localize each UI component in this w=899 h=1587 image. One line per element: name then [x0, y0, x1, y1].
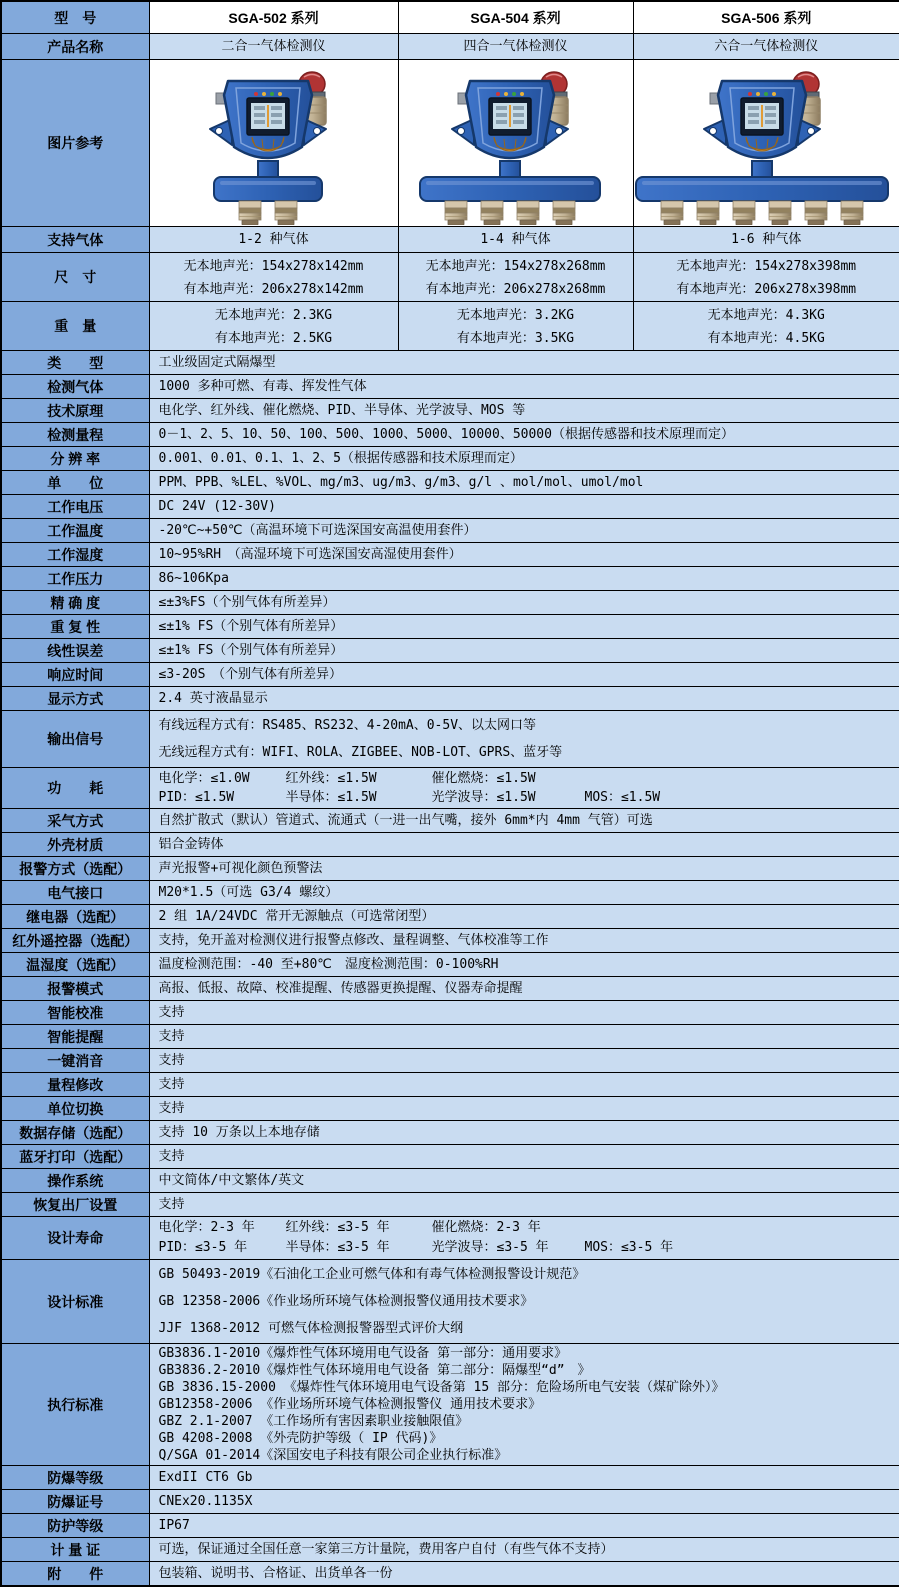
value-cell-humidity [149, 543, 899, 567]
detector-2-sensors-image [179, 65, 369, 225]
spec-row-smart-remind [1, 1025, 899, 1049]
value-cell-weight-model2 [398, 302, 633, 351]
value-line: 自然扩散式（默认）管道式、流通式（一进一出气嘴，接外 6mm*内 4mm 气管）可选 [151, 810, 899, 831]
value-line: 工业级固定式隔爆型 [151, 352, 899, 373]
value-line: 有本地声光：206x278x268mm [400, 277, 632, 300]
value-line: 1-6 种气体 [635, 228, 899, 251]
value-line: DC 24V (12-30V) [151, 496, 899, 517]
value-line: M20*1.5（可选 G3/4 螺纹） [151, 882, 899, 903]
value-line: 温度检测范围：-40 至+80℃ 湿度检测范围：0-100%RH [151, 954, 899, 975]
value-line: GB 50493-2019《石油化工企业可燃气体和有毒气体检测报警设计规范》 [151, 1261, 899, 1288]
value-cell-smart-cal [149, 1001, 899, 1025]
value-line: 六合一气体检测仪 [635, 35, 899, 58]
value-cell-ir-remote-opt [149, 929, 899, 953]
spec-row-display [1, 687, 899, 711]
value-line: PPM、PPB、%LEL、%VOL、mg/m3、ug/m3、g/m3、g/l 、mol/mol、umol/mol [151, 472, 899, 493]
value-line: 0.001、0.01、0.1、1、2、5（根据传感器和技术原理而定） [151, 448, 899, 469]
value-cell-bt-print-opt [149, 1145, 899, 1169]
spec-row-temp-humidity-opt [1, 953, 899, 977]
value-line: SGA-504 系列 [399, 6, 633, 29]
row-label-image: 图片参考 [1, 60, 149, 227]
row-label-accessories: 附 件 [1, 1562, 149, 1587]
value-cell-product-name-model1 [149, 34, 398, 60]
value-line: SGA-506 系列 [634, 6, 899, 29]
value-cell-accuracy [149, 591, 899, 615]
value-line: SGA-502 系列 [150, 6, 398, 29]
detector-head [458, 81, 554, 158]
value-line: 无线远程方式有：WIFI、ROLA、ZIGBEE、NOB-LOT、GPRS、蓝牙等 [151, 739, 899, 766]
value-cell-gases-model3 [633, 227, 899, 253]
value-segment: 光学波导：≤3-5 年 [432, 1241, 585, 1255]
value-cell-alarm-mode-opt [149, 857, 899, 881]
spec-row-unit [1, 471, 899, 495]
spec-row-os [1, 1169, 899, 1193]
value-line: 10~95%RH （高湿环境下可选深国安高湿使用套件） [151, 544, 899, 565]
value-cell-electrical-port [149, 881, 899, 905]
value-cell-gases-model2 [398, 227, 633, 253]
value-line: 0－1、2、5、10、50、100、500、1000、5000、10000、50000（根据传感器和技术原理而定） [151, 424, 899, 445]
value-line: ≤3-20S （个别气体有所差异） [151, 664, 899, 685]
row-label-product-name: 产品名称 [1, 34, 149, 60]
row-label-data-storage-opt: 数据存储（选配） [1, 1121, 149, 1145]
value-line: 有本地声光：4.5KG [635, 326, 899, 349]
value-line: 86~106Kpa [151, 568, 899, 589]
sensor-manifold [420, 161, 600, 201]
row-label-accuracy: 精 确 度 [1, 591, 149, 615]
value-line: 声光报警+可视化颜色预警法 [151, 858, 899, 879]
spec-row-exproof-grade [1, 1466, 899, 1490]
spec-row-tech [1, 399, 899, 423]
spec-row-gases [1, 227, 899, 253]
row-label-alarm-mode-opt: 报警方式（选配） [1, 857, 149, 881]
row-label-exproof-grade: 防爆等级 [1, 1466, 149, 1490]
row-label-housing: 外壳材质 [1, 833, 149, 857]
value-line: CNEx20.1135X [151, 1491, 899, 1512]
value-line: JJF 1368-2012 可燃气体检测报警器型式评价大纲 [151, 1315, 899, 1342]
row-label-size: 尺 寸 [1, 253, 149, 302]
spec-row-voltage [1, 495, 899, 519]
value-cell-ip-grade [149, 1514, 899, 1538]
value-line: 支持 [151, 1194, 899, 1215]
row-label-exec-std: 执行标准 [1, 1344, 149, 1466]
spec-row-accessories [1, 1562, 899, 1587]
spec-row-electrical-port [1, 881, 899, 905]
spec-row-model [1, 1, 899, 34]
value-cell-type [149, 351, 899, 375]
sensor-manifold [636, 161, 888, 201]
value-line: 有本地声光：2.5KG [151, 326, 397, 349]
row-label-one-key-mute: 一键消音 [1, 1049, 149, 1073]
spec-row-unit-switch [1, 1097, 899, 1121]
spec-row-housing [1, 833, 899, 857]
row-label-repeatability: 重 复 性 [1, 615, 149, 639]
value-line: 1000 多种可燃、有毒、挥发性气体 [151, 376, 899, 397]
value-line: 无本地声光：154x278x142mm [151, 254, 397, 277]
value-cell-gases-model1 [149, 227, 398, 253]
value-cell-range [149, 423, 899, 447]
value-line: 1-2 种气体 [151, 228, 397, 251]
value-cell-unit-switch [149, 1097, 899, 1121]
spec-row-exec-std [1, 1344, 899, 1466]
value-cell-exproof-grade [149, 1466, 899, 1490]
value-line: ≤±1% FS（个别气体有所差异） [151, 640, 899, 661]
spec-row-one-key-mute [1, 1049, 899, 1073]
sensor-manifold [214, 161, 322, 201]
value-line: 有本地声光：206x278x398mm [635, 277, 899, 300]
value-line: 四合一气体检测仪 [400, 35, 632, 58]
value-line: 支持 [151, 1074, 899, 1095]
value-cell-product-name-model3 [633, 34, 899, 60]
value-cell-accessories [149, 1562, 899, 1587]
value-line: 支持 [151, 1002, 899, 1023]
row-label-unit: 单 位 [1, 471, 149, 495]
value-line: GBZ 2.1-2007 《工作场所有害因素职业接触限值》 [151, 1413, 899, 1430]
value-cell-response [149, 663, 899, 687]
value-cell-weight-model1 [149, 302, 398, 351]
value-line: 无本地声光：154x278x398mm [635, 254, 899, 277]
value-cell-display [149, 687, 899, 711]
spec-row-response [1, 663, 899, 687]
value-segment: 电化学：≤1.0W [159, 772, 286, 785]
row-label-unit-switch: 单位切换 [1, 1097, 149, 1121]
spec-row-ir-remote-opt [1, 929, 899, 953]
spec-row-temp [1, 519, 899, 543]
value-line: 包装箱、说明书、合格证、出货单各一份 [151, 1563, 899, 1584]
row-label-model: 型 号 [1, 1, 149, 34]
row-label-os: 操作系统 [1, 1169, 149, 1193]
value-cell-size-model2 [398, 253, 633, 302]
value-line: 二合一气体检测仪 [151, 35, 397, 58]
row-label-power: 功 耗 [1, 768, 149, 809]
value-cell-linearity [149, 639, 899, 663]
spec-row-relay-opt [1, 905, 899, 929]
value-cell-model-model2 [398, 1, 633, 34]
image-cell-detector-6-sensors [633, 60, 899, 227]
value-line [151, 1218, 899, 1238]
spec-row-metering-cert [1, 1538, 899, 1562]
value-segment: 催化燃烧：2-3 年 [432, 1221, 585, 1235]
spec-row-size [1, 253, 899, 302]
row-label-tech: 技术原理 [1, 399, 149, 423]
row-label-sampling: 采气方式 [1, 809, 149, 833]
value-line: GB3836.1-2010《爆炸性气体环境用电气设备 第一部分：通用要求》 [151, 1345, 899, 1362]
value-cell-pressure [149, 567, 899, 591]
value-segment: 红外线：≤3-5 年 [286, 1221, 432, 1235]
row-label-metering-cert: 计 量 证 [1, 1538, 149, 1562]
value-line: 支持 [151, 1026, 899, 1047]
value-line: 电化学、红外线、催化燃烧、PID、半导体、光学波导、MOS 等 [151, 400, 899, 421]
row-label-voltage: 工作电压 [1, 495, 149, 519]
spec-row-repeatability [1, 615, 899, 639]
row-label-humidity: 工作湿度 [1, 543, 149, 567]
value-segment: 催化燃烧：≤1.5W [432, 772, 585, 785]
detector-6-sensors-image [634, 65, 899, 225]
row-label-detect-gas: 检测气体 [1, 375, 149, 399]
value-cell-smart-remind [149, 1025, 899, 1049]
row-label-resolution: 分 辨 率 [1, 447, 149, 471]
detector-head [216, 81, 312, 158]
value-cell-resolution [149, 447, 899, 471]
value-cell-exec-std [149, 1344, 899, 1466]
row-label-temp-humidity-opt: 温湿度（选配） [1, 953, 149, 977]
row-label-alarm-modes: 报警模式 [1, 977, 149, 1001]
spec-row-design-std [1, 1260, 899, 1344]
value-cell-one-key-mute [149, 1049, 899, 1073]
value-line: 支持，免开盖对检测仪进行报警点修改、量程调整、气体校准等工作 [151, 930, 899, 951]
row-label-range-modify: 量程修改 [1, 1073, 149, 1097]
value-line [151, 1238, 899, 1258]
spec-row-output [1, 711, 899, 768]
value-line: IP67 [151, 1515, 899, 1536]
detector-4-sensors-image [418, 65, 614, 225]
value-cell-housing [149, 833, 899, 857]
row-label-ip-grade: 防护等级 [1, 1514, 149, 1538]
spec-row-alarm-modes [1, 977, 899, 1001]
value-line: 有本地声光：206x278x142mm [151, 277, 397, 300]
value-line [151, 769, 899, 788]
spec-row-exproof-cert [1, 1490, 899, 1514]
value-cell-unit [149, 471, 899, 495]
value-cell-temp-humidity-opt [149, 953, 899, 977]
value-cell-sampling [149, 809, 899, 833]
value-cell-size-model3 [633, 253, 899, 302]
value-line: 中文简体/中文繁体/英文 [151, 1170, 899, 1191]
value-line [151, 788, 899, 807]
value-line: GB3836.2-2010《爆炸性气体环境用电气设备 第二部分：隔爆型“d” 》 [151, 1362, 899, 1379]
value-cell-tech [149, 399, 899, 423]
row-label-design-std: 设计标准 [1, 1260, 149, 1344]
value-cell-range-modify [149, 1073, 899, 1097]
row-label-output: 输出信号 [1, 711, 149, 768]
value-segment: 半导体：≤3-5 年 [286, 1241, 432, 1255]
value-cell-power [149, 768, 899, 809]
value-cell-relay-opt [149, 905, 899, 929]
row-label-type: 类 型 [1, 351, 149, 375]
value-line: 无本地声光：154x278x268mm [400, 254, 632, 277]
value-cell-data-storage-opt [149, 1121, 899, 1145]
value-segment: MOS：≤3-5 年 [585, 1241, 891, 1255]
spec-row-data-storage-opt [1, 1121, 899, 1145]
value-segment: 光学波导：≤1.5W [432, 791, 585, 804]
value-cell-factory-reset [149, 1193, 899, 1217]
spec-row-ip-grade [1, 1514, 899, 1538]
value-line: 2 组 1A/24VDC 常开无源触点（可选常闭型） [151, 906, 899, 927]
row-label-gases: 支持气体 [1, 227, 149, 253]
spec-row-type [1, 351, 899, 375]
value-segment: 红外线：≤1.5W [286, 772, 432, 785]
row-label-linearity: 线性误差 [1, 639, 149, 663]
value-cell-size-model1 [149, 253, 398, 302]
value-line: ExdII CT6 Gb [151, 1467, 899, 1488]
spec-row-design-life [1, 1217, 899, 1260]
gas-sensor-heads [445, 201, 575, 225]
value-line: 无本地声光：3.2KG [400, 303, 632, 326]
value-line: 支持 [151, 1050, 899, 1071]
spec-table-body [1, 1, 899, 1586]
value-cell-design-life [149, 1217, 899, 1260]
row-label-pressure: 工作压力 [1, 567, 149, 591]
value-line: ≤±3%FS（个别气体有所差异） [151, 592, 899, 613]
value-line: -20℃~+50℃（高温环境下可选深国安高温使用套件） [151, 520, 899, 541]
value-line: 铝合金铸体 [151, 834, 899, 855]
row-label-response: 响应时间 [1, 663, 149, 687]
value-cell-design-std [149, 1260, 899, 1344]
value-segment: PID：≤3-5 年 [159, 1241, 286, 1255]
value-line: GB12358-2006 《作业场所环境气体检测报警仪 通用技术要求》 [151, 1396, 899, 1413]
value-line: 1-4 种气体 [400, 228, 632, 251]
row-label-temp: 工作温度 [1, 519, 149, 543]
value-line: GB 12358-2006《作业场所环境气体检测报警仪通用技术要求》 [151, 1288, 899, 1315]
value-line: 有线远程方式有：RS485、RS232、4-20mA、0-5V、以太网口等 [151, 712, 899, 739]
value-cell-temp [149, 519, 899, 543]
row-label-ir-remote-opt: 红外遥控器（选配） [1, 929, 149, 953]
spec-row-detect-gas [1, 375, 899, 399]
value-line: 高报、低报、故障、校准提醒、传感器更换提醒、仪器寿命提醒 [151, 978, 899, 999]
value-line: 无本地声光：2.3KG [151, 303, 397, 326]
value-cell-os [149, 1169, 899, 1193]
spec-row-pressure [1, 567, 899, 591]
value-segment: PID：≤1.5W [159, 791, 286, 804]
value-cell-exproof-cert [149, 1490, 899, 1514]
row-label-factory-reset: 恢复出厂设置 [1, 1193, 149, 1217]
row-label-range: 检测量程 [1, 423, 149, 447]
detector-head [710, 81, 806, 158]
row-label-electrical-port: 电气接口 [1, 881, 149, 905]
row-label-smart-cal: 智能校准 [1, 1001, 149, 1025]
value-cell-product-name-model2 [398, 34, 633, 60]
spec-row-product-name [1, 34, 899, 60]
spec-row-humidity [1, 543, 899, 567]
value-line: 支持 10 万条以上本地存储 [151, 1122, 899, 1143]
value-segment: 半导体：≤1.5W [286, 791, 432, 804]
spec-row-resolution [1, 447, 899, 471]
value-line: 支持 [151, 1146, 899, 1167]
row-label-bt-print-opt: 蓝牙打印（选配） [1, 1145, 149, 1169]
value-cell-model-model1 [149, 1, 398, 34]
row-label-weight: 重 量 [1, 302, 149, 351]
value-cell-voltage [149, 495, 899, 519]
value-line: GB 4208-2008 《外壳防护等级（ IP 代码)》 [151, 1430, 899, 1447]
value-cell-detect-gas [149, 375, 899, 399]
value-line: 有本地声光：3.5KG [400, 326, 632, 349]
value-line: GB 3836.15-2000 《爆炸性气体环境用电气设备第 15 部分：危险场所电气安装（煤矿除外）》 [151, 1379, 899, 1396]
image-cell-detector-2-sensors [149, 60, 398, 227]
spec-row-accuracy [1, 591, 899, 615]
row-label-relay-opt: 继电器（选配） [1, 905, 149, 929]
value-line: ≤±1% FS（个别气体有所差异） [151, 616, 899, 637]
spec-row-image [1, 60, 899, 227]
gas-sensor-heads [661, 201, 863, 225]
gas-sensor-heads [239, 201, 297, 225]
spec-row-factory-reset [1, 1193, 899, 1217]
value-segment: 电化学：2-3 年 [159, 1221, 286, 1235]
image-cell-detector-4-sensors [398, 60, 633, 227]
value-line: 可选，保证通过全国任意一家第三方计量院，费用客户自付（有些气体不支持） [151, 1539, 899, 1560]
spec-row-weight [1, 302, 899, 351]
value-cell-alarm-modes [149, 977, 899, 1001]
value-cell-repeatability [149, 615, 899, 639]
spec-row-power [1, 768, 899, 809]
row-label-design-life: 设计寿命 [1, 1217, 149, 1260]
spec-row-sampling [1, 809, 899, 833]
spec-row-alarm-mode-opt [1, 857, 899, 881]
spec-row-range-modify [1, 1073, 899, 1097]
value-cell-metering-cert [149, 1538, 899, 1562]
row-label-display: 显示方式 [1, 687, 149, 711]
value-cell-weight-model3 [633, 302, 899, 351]
value-cell-output [149, 711, 899, 768]
value-line: 无本地声光：4.3KG [635, 303, 899, 326]
value-segment: MOS：≤1.5W [585, 791, 891, 804]
value-line: 支持 [151, 1098, 899, 1119]
value-line: Q/SGA 01-2014《深国安电子科技有限公司企业执行标准》 [151, 1447, 899, 1464]
spec-row-smart-cal [1, 1001, 899, 1025]
value-line: 2.4 英寸液晶显示 [151, 688, 899, 709]
spec-row-linearity [1, 639, 899, 663]
spec-row-bt-print-opt [1, 1145, 899, 1169]
row-label-exproof-cert: 防爆证号 [1, 1490, 149, 1514]
value-cell-model-model3 [633, 1, 899, 34]
spec-row-range [1, 423, 899, 447]
row-label-smart-remind: 智能提醒 [1, 1025, 149, 1049]
